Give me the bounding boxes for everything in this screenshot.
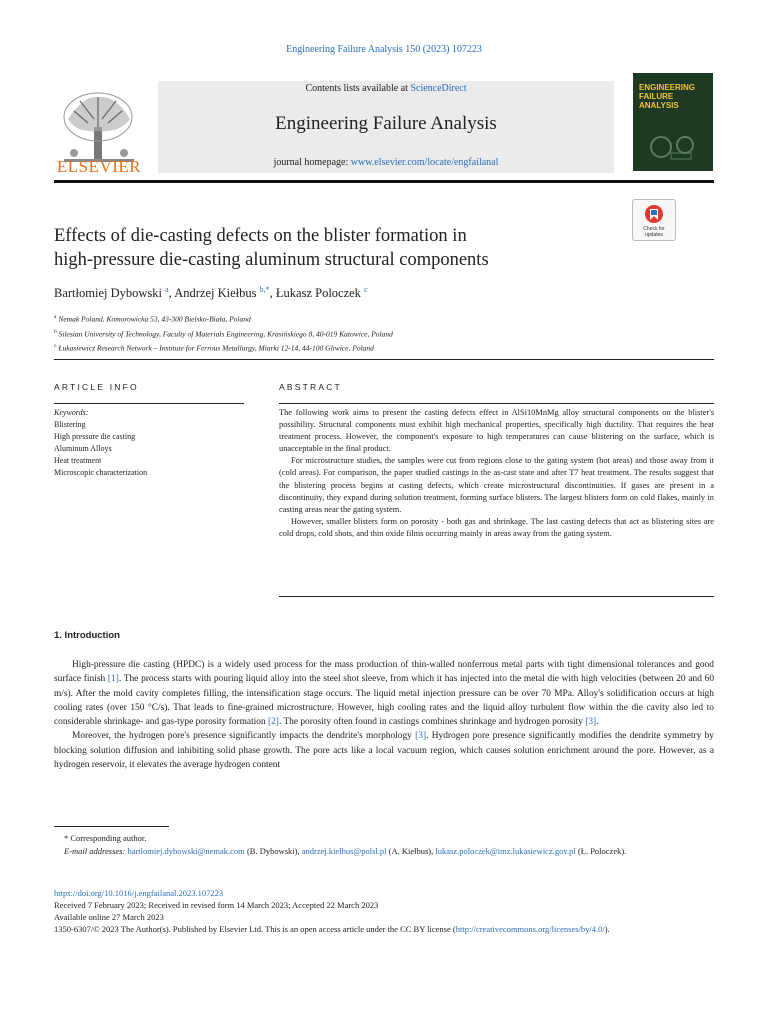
journal-cover-thumbnail[interactable] [633,73,713,171]
body-paragraph [54,658,714,729]
article-info-rule [54,403,244,404]
homepage-line [158,157,614,168]
author-name[interactable]: Łukasz Poloczek [275,286,361,301]
author-affil-mark[interactable]: a [165,285,169,294]
keyword: Heat treatment [54,456,102,465]
section-rule [54,359,714,360]
body-text: . The porosity often found in castings combines shrinkage and hydrogen porosity [278,717,586,728]
journal-header [54,73,714,175]
title-line-1: Effects of die-casting defects on the blister formation in [54,226,467,246]
abstract-rule [279,403,714,404]
contents-prefix: Contents lists available at [305,83,411,94]
license-text: 1350-6307/© 2023 The Author(s). Published by Elsevier Ltd. This is an open access article under the CC BY license ( [54,924,456,934]
journal-title: Engineering Failure Analysis [275,113,497,134]
journal-title-box [158,81,614,173]
corresponding-text: Corresponding author. [70,833,147,843]
abstract-paragraph: For microstructure studies, the samples were cut from regions close to the gating system (hot areas) and those away from it (cold areas). For comparison, the paper studied castings in the as-cast state and after T7 heat treatment. The results suggest that the blistering process begins at casting defects, which create microstructural discontinuities. If gases are present in a discontinuity, they expand during solution treatment, forming surface blisters. The largest blisters form on cold flakes, mainly in casting areas near the gating system. [279,456,714,514]
footnotes [54,832,714,858]
license-note [54,923,714,935]
license-end: ). [604,924,610,934]
received-dates: Received 7 February 2023; Received in revised form 14 March 2023; Accepted 22 March 2023 [54,900,379,910]
affiliation-mark: a [54,314,57,320]
keyword: Aluminum Alloys [54,444,112,453]
author-affil-mark[interactable]: c [364,285,368,294]
affiliations [54,311,393,355]
affiliation [54,340,393,355]
email-owner: (A. Kiełbus), [386,846,436,856]
available-online: Available online 27 March 2023 [54,912,164,922]
corresponding-note: * Corresponding author. [64,833,147,843]
cover-line-1: ENGINEERING [639,83,696,92]
publication-info [54,887,714,935]
check-updates-line-1: Check for [643,226,665,232]
article-info-heading: ARTICLE INFO [54,382,139,392]
cover-line-2: FAILURE [639,92,674,101]
cover-title [639,83,695,110]
keyword: High pressure die casting [54,432,136,441]
cover-line-3: ANALYSIS [639,101,679,110]
affiliation-text: Silesian University of Technology, Faculty of Materials Engineering, Krasińskiego 8, 40-019 Katowice, Poland [58,329,393,338]
keyword: Blistering [54,420,86,429]
abstract-paragraph: The following work aims to present the casting defects effect in AlSi10MnMg alloy structural components on the blister's possibility. Structural components must exhibit high mechanical properties, specifically high ductility. That requires the heat treatment process. However, the component's exposure to high temperatures can cause blistering on the surface, which is unacceptable in the final product. [279,408,714,454]
author-list: Bartłomiej Dybowski $^a$, Andrzej Kiełbus $^{b,*}$, Łukasz Poloczek $^c$ [54,285,368,301]
section-heading-introduction: 1. Introduction [54,630,120,641]
header-rule [54,180,714,183]
author-affil-mark[interactable]: b,* [259,285,270,294]
email-link[interactable]: lukasz.poloczek@imz.lukasiewicz.gov.pl [435,846,576,856]
body-paragraph [54,729,714,772]
citation-link[interactable]: [2] [268,717,279,728]
keywords-block [54,407,147,479]
email-label: E-mail addresses: [64,846,126,856]
body-text: Moreover, the hydrogen pore's presence significantly impacts the dendrite's morphology [72,731,416,742]
email-note [54,845,714,858]
contents-line [158,83,614,94]
cover-graphic [647,129,703,163]
keyword: Microscopic characterization [54,468,148,477]
author-name[interactable]: Andrzej Kiełbus [174,286,257,301]
article-title [54,224,614,272]
affiliation-text: Łukasiewicz Research Network – Institute for Ferrous Metallurgy, Miarki 12-14, 44-100 Gliwice, Poland [58,343,374,353]
footnote-rule [54,826,169,827]
affiliation-mark: b [54,328,57,335]
check-for-updates-badge[interactable] [632,199,676,241]
abstract-end-rule [279,596,714,597]
sciencedirect-link[interactable]: ScienceDirect [410,83,467,94]
abstract-heading: ABSTRACT [279,382,342,392]
keywords-label: Keywords: [54,408,89,417]
email-link[interactable]: bartlomiej.dybowski@nemak.com [127,846,245,856]
introduction-body [54,658,714,772]
citation-link[interactable]: [1] [107,674,119,685]
homepage-link[interactable]: www.elsevier.com/locate/engfailanal [350,157,499,168]
affiliation-text: Nemak Poland, Komorowicka 53, 43-300 Bielsko-Biała, Poland [58,314,251,324]
check-updates-icon [644,204,664,224]
body-text: . Hydrogen pore presence significantly modifies the dendrite symmetry by blocking solution diffusion and inhibiting solid phase growth. The pore acts like a local vacuum region, which causes solution enrichment around the pore. However, as a hydrogen reservoir, it elevates the average hydrogen content [54,731,714,771]
homepage-prefix: journal homepage: [273,157,351,168]
doi-link[interactable]: https://doi.org/10.1016/j.engfailanal.2023.107223 [54,888,224,898]
check-updates-line-2: updates [645,232,663,238]
affiliation [54,311,393,326]
journal-citation[interactable]: Engineering Failure Analysis 150 (2023) 107223 [286,44,482,55]
email-owner: (Ł. Poloczek). [575,846,627,856]
affiliation [54,326,393,341]
email-owner: (B. Dybowski), [244,846,302,856]
elsevier-wordmark: ELSEVIER [56,157,142,176]
author-name[interactable]: Bartłomiej Dybowski [54,286,162,301]
affiliation-mark: c [54,343,57,349]
license-link[interactable]: http://creativecommons.org/licenses/by/4.0/ [455,924,605,934]
title-line-2: high-pressure die-casting aluminum structural components [54,250,489,270]
body-text: High-pressure die casting (HPDC) is a widely used process for the mass production of thin-walled nonferrous metal parts with tight dimensional tolerances and good surface finish [54,660,714,685]
citation-link[interactable]: [3] [585,717,597,728]
citation-link[interactable]: [3] [415,731,427,742]
abstract-paragraph: However, smaller blisters form on porosity - both gas and shrinkage. The last casting defects that act as blistering sites are cold drops, cold shots, and thin oxide films occurring mainly in areas away from the gating system. [279,516,714,538]
email-link[interactable]: andrzej.kielbus@polsl.pl [301,846,387,856]
check-updates-label [633,226,675,238]
body-text: . [596,717,599,728]
body-text: . The process starts with pouring liquid alloy into the steel shot sleeve, from which it has injected into the metal die with high velocities (between 20 and 60 m/s). After the mold cavity completes filling, the intensification stage occurs. The liquid metal injection pressure can be over 70 MPa. Alloy's solidification occurs at high cooling rates (over 150 °C/s). That leads to fine-grained microstructure. However, high cooling rates and the liquid alloy turbulent flow within the die cavity also led to considerable shrinkage- and gas-type porosity formation [54,674,715,728]
abstract-text [279,407,714,540]
